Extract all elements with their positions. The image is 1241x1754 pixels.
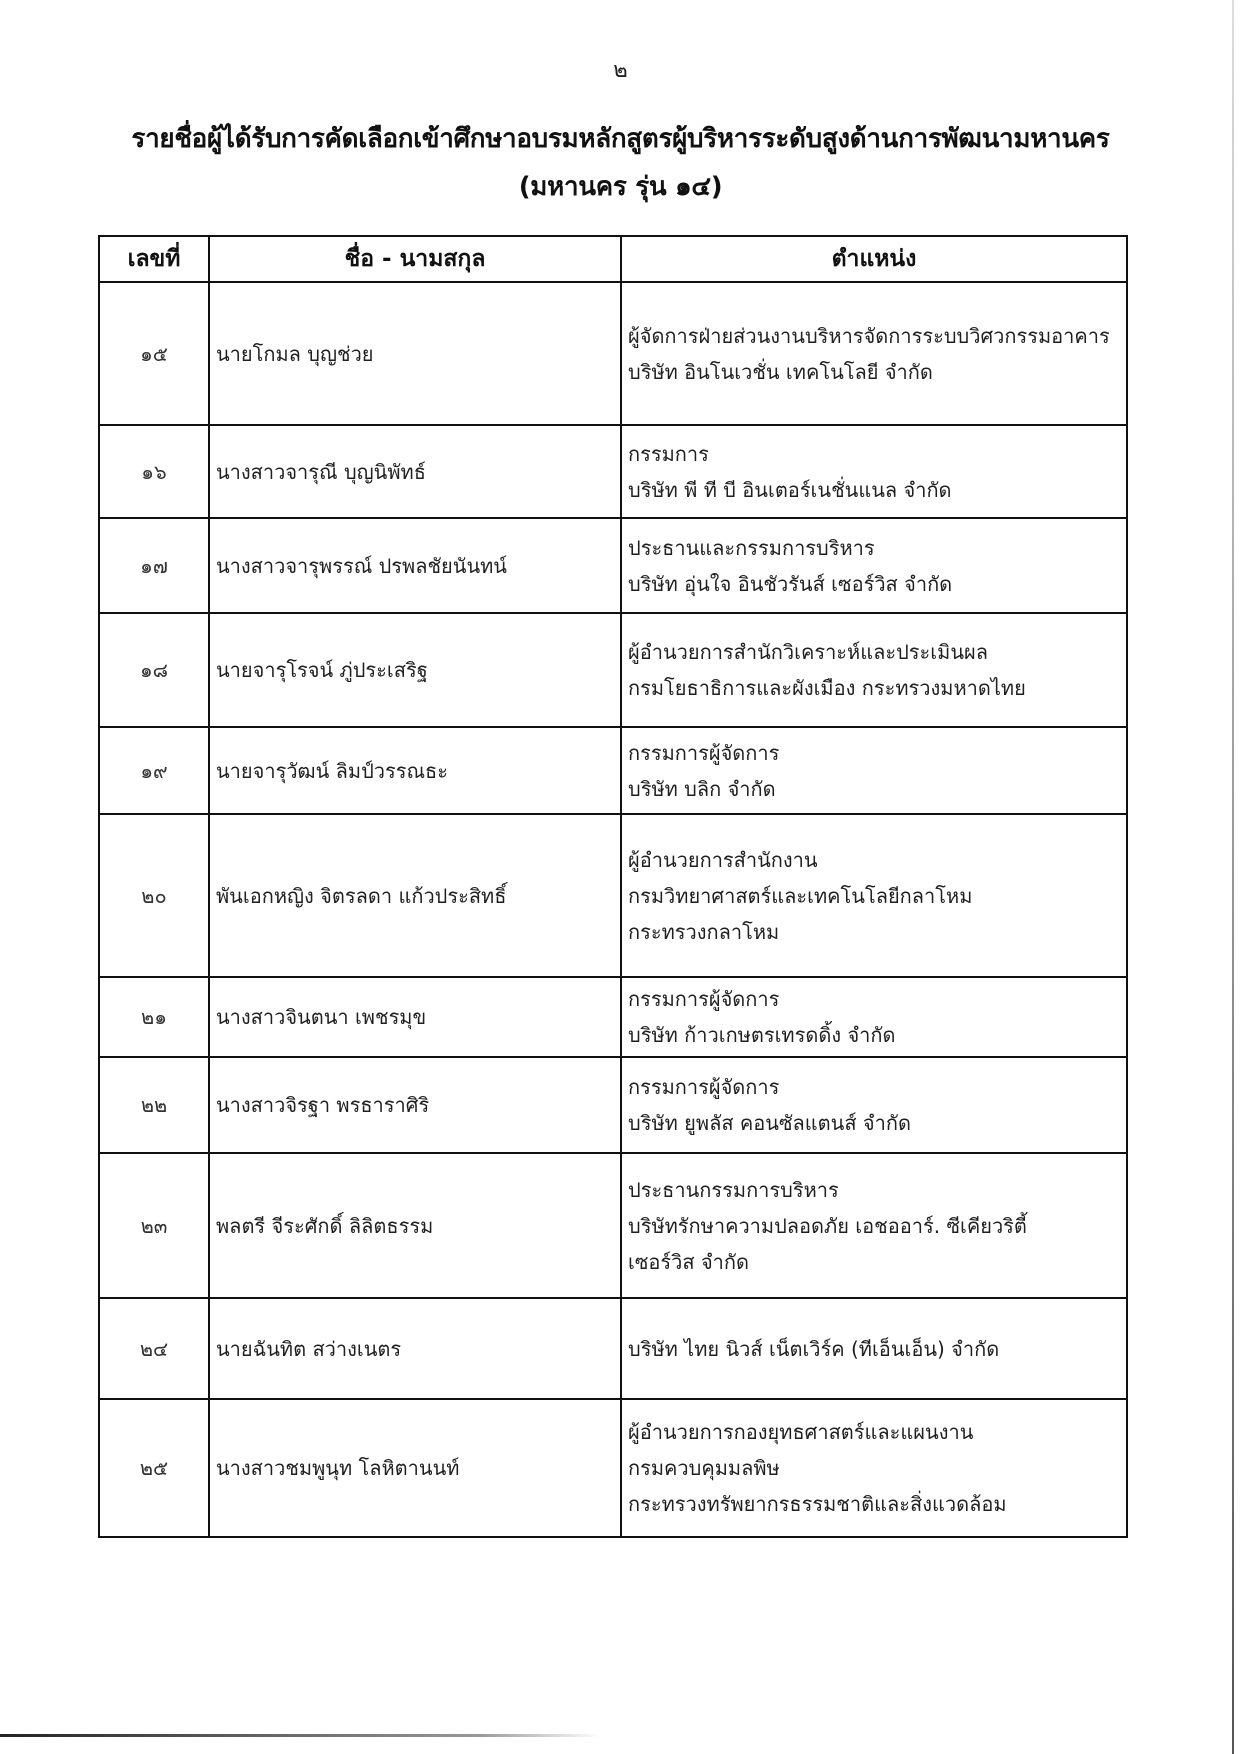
- position-line: บริษัท อินโนเวชั่น เทคโนโลยี จำกัด: [628, 359, 933, 384]
- position-line: ประธานและกรรมการบริหาร: [628, 535, 875, 560]
- participant-name: พันเอกหญิง จิตรลดา แก้วประสิทธิ์: [209, 814, 621, 977]
- scan-edge-right: [1232, 0, 1234, 1754]
- position-line: กระทรวงกลาโหม: [628, 919, 780, 944]
- header-name: ชื่อ - นามสกุล: [209, 236, 621, 282]
- participant-position: [621, 518, 1127, 613]
- table-row: [99, 727, 1127, 814]
- position-line: ผู้อำนวยการกองยุทธศาสตร์และแผนงาน: [628, 1420, 974, 1444]
- position-line: กรมวิทยาศาสตร์และเทคโนโลยีกลาโหม: [628, 883, 973, 908]
- table-row: [99, 814, 1127, 977]
- table-row: [99, 1153, 1127, 1298]
- table-header: [99, 236, 1127, 282]
- row-number: ๒๒: [99, 1057, 209, 1153]
- row-number: ๑๘: [99, 613, 209, 727]
- position-line: กรมโยธาธิการและผังเมือง กระทรวงมหาดไทย: [628, 676, 1026, 700]
- position-line: เซอร์วิส จำกัด: [628, 1249, 750, 1274]
- participant-position: [621, 1399, 1127, 1537]
- table-row: [99, 613, 1127, 727]
- table-row: [99, 1057, 1127, 1153]
- table-body: [99, 282, 1127, 1537]
- table-row: [99, 425, 1127, 518]
- position-line: บริษัท ไทย นิวส์ เน็ตเวิร์ค (ทีเอ็นเอ็น) จำกัด: [628, 1336, 1000, 1361]
- scan-edge-bottom: [0, 1734, 600, 1737]
- position-line: กรมควบคุมมลพิษ: [628, 1456, 780, 1480]
- participant-position: [621, 1057, 1127, 1153]
- position-line: บริษัท พี ที บี อินเตอร์เนชั่นแนล จำกัด: [628, 477, 952, 502]
- document-subtitle: (มหานคร รุ่น ๑๔): [518, 172, 723, 202]
- participant-name: นายฉันทิต สว่างเนตร: [209, 1298, 621, 1399]
- participant-position: [621, 1153, 1127, 1298]
- page-number: ๒: [613, 58, 628, 83]
- row-number: ๑๕: [99, 282, 209, 425]
- participant-name: นางสาวชมพูนุท โลหิตานนท์: [209, 1399, 621, 1537]
- row-number: ๒๑: [99, 977, 209, 1057]
- table-header-row: [99, 236, 1127, 282]
- participant-name: นางสาวจิรฐา พรธาราศิริ: [209, 1057, 621, 1153]
- participant-name: นายจารุวัฒน์ ลิมป์วรรณธะ: [209, 727, 621, 814]
- participant-name: นายโกมล บุญช่วย: [209, 282, 621, 425]
- participant-name: นางสาวจารุพรรณ์ ปรพลชัยนันทน์: [209, 518, 621, 613]
- header-position: ตำแหน่ง: [621, 236, 1127, 282]
- participant-name: พลตรี จีระศักดิ์ ลิลิตธรรม: [209, 1153, 621, 1298]
- participant-position: [621, 282, 1127, 425]
- participant-name: นายจารุโรจน์ ภู่ประเสริฐ: [209, 613, 621, 727]
- participant-position: [621, 727, 1127, 814]
- participant-table: [98, 235, 1128, 1538]
- position-line: บริษัทรักษาความปลอดภัย เอชออาร์. ซีเคียวริตี้: [628, 1213, 1027, 1238]
- row-number: ๒๔: [99, 1298, 209, 1399]
- position-line: กรรมการผู้จัดการ: [628, 987, 780, 1011]
- table-row: [99, 1399, 1127, 1537]
- row-number: ๒๓: [99, 1153, 209, 1298]
- position-line: ผู้จัดการฝ่ายส่วนงานบริหารจัดการระบบวิศวกรรมอาคาร: [628, 323, 1110, 348]
- table-row: [99, 977, 1127, 1057]
- participant-name: นางสาวจินตนา เพชรมุข: [209, 977, 621, 1057]
- row-number: ๒๐: [99, 814, 209, 977]
- position-line: กระทรวงทรัพยากรธรรมชาติและสิ่งแวดล้อม: [628, 1492, 1007, 1516]
- position-line: กรรมการ: [628, 441, 709, 466]
- table-row: [99, 1298, 1127, 1399]
- position-line: กรรมการผู้จัดการ: [628, 740, 780, 765]
- position-line: บริษัท บลิก จำกัด: [628, 776, 776, 801]
- row-number: ๑๖: [99, 425, 209, 518]
- position-line: บริษัท ยูพลัส คอนซัลแตนส์ จำกัด: [628, 1111, 911, 1135]
- row-number: ๑๗: [99, 518, 209, 613]
- row-number: ๑๙: [99, 727, 209, 814]
- participant-position: [621, 1298, 1127, 1399]
- participant-name: นางสาวจารุณี บุญนิพัทธ์: [209, 425, 621, 518]
- position-line: ผู้อำนวยการสำนักงาน: [628, 847, 818, 872]
- position-line: ผู้อำนวยการสำนักวิเคราะห์และประเมินผล: [628, 640, 988, 664]
- document-title: รายชื่อผู้ได้รับการคัดเลือกเข้าศึกษาอบรมหลักสูตรผู้บริหารระดับสูงด้านการพัฒนามหานคร: [131, 124, 1110, 154]
- table-row: [99, 282, 1127, 425]
- position-line: บริษัท ก้าวเกษตรเทรดดิ้ง จำกัด: [628, 1023, 896, 1047]
- position-line: ประธานกรรมการบริหาร: [628, 1177, 839, 1202]
- table-row: [99, 518, 1127, 613]
- row-number: ๒๕: [99, 1399, 209, 1537]
- header-number: เลขที่: [99, 236, 209, 282]
- participant-position: [621, 613, 1127, 727]
- position-line: กรรมการผู้จัดการ: [628, 1075, 780, 1099]
- position-line: บริษัท อุ่นใจ อินชัวรันส์ เซอร์วิส จำกัด: [628, 571, 953, 596]
- participant-position: [621, 814, 1127, 977]
- participant-position: [621, 977, 1127, 1057]
- participant-position: [621, 425, 1127, 518]
